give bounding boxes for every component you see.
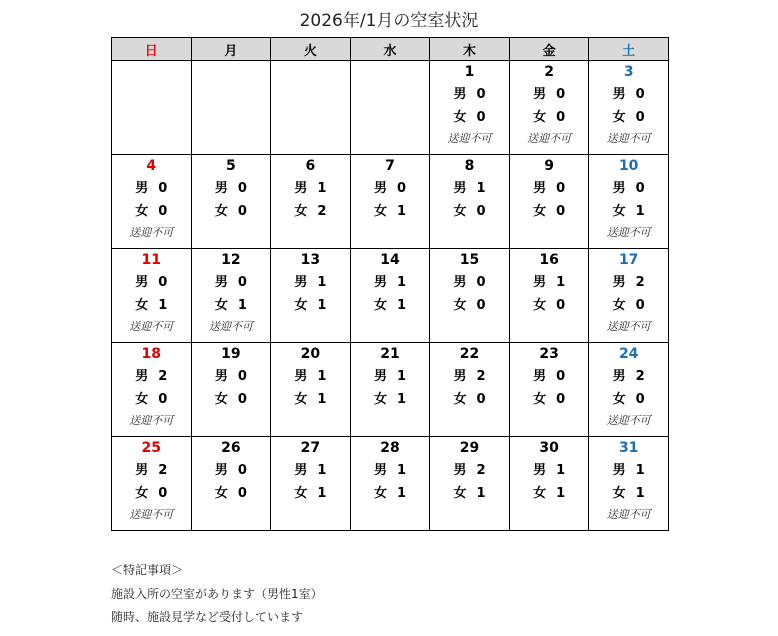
pickup-unavailable-note: 送迎不可 xyxy=(208,320,253,333)
pickup-unavailable-note: 送迎不可 xyxy=(606,226,651,239)
male-vacancy xyxy=(430,87,509,103)
female-count: 0 xyxy=(237,392,247,407)
female-vacancy xyxy=(271,204,350,220)
female-label: 女 xyxy=(373,392,387,407)
male-label: 男 xyxy=(612,275,626,290)
male-label: 男 xyxy=(373,369,387,384)
male-count: 0 xyxy=(635,181,645,196)
day-cell xyxy=(430,249,510,343)
female-count: 1 xyxy=(317,486,327,501)
female-label: 女 xyxy=(214,298,228,313)
day-cell xyxy=(350,343,430,437)
male-count: 1 xyxy=(396,369,406,384)
day-cell xyxy=(589,249,669,343)
female-label: 女 xyxy=(373,204,387,219)
female-vacancy xyxy=(351,298,430,314)
male-vacancy xyxy=(510,463,589,479)
day-number: 1 xyxy=(464,64,475,80)
day-cell xyxy=(112,249,192,343)
male-label: 男 xyxy=(453,87,467,102)
male-vacancy xyxy=(351,181,430,197)
female-vacancy xyxy=(510,392,589,408)
calendar-table xyxy=(111,37,669,531)
female-label: 女 xyxy=(214,486,228,501)
female-vacancy xyxy=(192,204,271,220)
weekday-header-thursday: 木 xyxy=(430,38,510,61)
day-number: 7 xyxy=(385,158,395,174)
female-vacancy xyxy=(271,392,350,408)
female-count: 0 xyxy=(158,204,168,219)
day-number: 31 xyxy=(618,440,639,456)
male-vacancy xyxy=(589,463,668,479)
female-count: 0 xyxy=(556,204,566,219)
male-label: 男 xyxy=(373,181,387,196)
day-number: 5 xyxy=(225,158,236,174)
female-label: 女 xyxy=(612,204,626,219)
male-label: 男 xyxy=(533,181,547,196)
male-label: 男 xyxy=(533,463,547,478)
day-number: 30 xyxy=(539,440,559,456)
male-vacancy xyxy=(430,463,509,479)
female-label: 女 xyxy=(135,392,149,407)
female-label: 女 xyxy=(294,204,308,219)
day-cell xyxy=(191,249,271,343)
day-cell xyxy=(509,155,589,249)
page-title: 2026年/1月の空室状況 xyxy=(299,11,479,31)
female-count: 0 xyxy=(556,110,566,125)
day-number: 15 xyxy=(459,252,480,268)
female-count: 1 xyxy=(396,392,406,407)
male-vacancy xyxy=(271,463,350,479)
day-cell xyxy=(430,437,510,531)
male-label: 男 xyxy=(214,275,228,290)
day-cell xyxy=(350,437,430,531)
day-number: 9 xyxy=(544,158,554,174)
female-count: 1 xyxy=(556,486,566,501)
male-label: 男 xyxy=(612,181,626,196)
day-cell xyxy=(271,155,351,249)
day-cell xyxy=(430,343,510,437)
male-vacancy xyxy=(112,369,191,385)
male-count: 2 xyxy=(635,275,645,290)
day-number: 25 xyxy=(141,440,162,456)
female-count: 0 xyxy=(237,204,247,219)
pickup-unavailable-note: 送迎不可 xyxy=(447,132,492,145)
day-cell xyxy=(350,249,430,343)
female-vacancy xyxy=(589,486,668,502)
male-label: 男 xyxy=(612,87,626,102)
female-label: 女 xyxy=(135,486,149,501)
male-label: 男 xyxy=(453,181,467,196)
day-number: 29 xyxy=(459,440,480,456)
female-label: 女 xyxy=(453,486,467,501)
male-label: 男 xyxy=(453,369,467,384)
female-vacancy xyxy=(510,110,589,126)
day-cell xyxy=(509,249,589,343)
male-vacancy xyxy=(192,463,271,479)
male-count: 1 xyxy=(317,275,327,290)
day-cell xyxy=(589,61,669,155)
male-vacancy xyxy=(589,275,668,291)
male-count: 2 xyxy=(635,369,645,384)
empty-day-cell xyxy=(271,61,351,155)
day-cell xyxy=(271,249,351,343)
day-number: 4 xyxy=(146,158,157,174)
day-number: 23 xyxy=(539,346,559,362)
day-cell xyxy=(112,343,192,437)
male-label: 男 xyxy=(135,369,149,384)
male-label: 男 xyxy=(214,369,228,384)
male-vacancy xyxy=(351,275,430,291)
day-number: 8 xyxy=(464,158,475,174)
female-count: 0 xyxy=(476,204,486,219)
pickup-unavailable-note: 送迎不可 xyxy=(606,132,651,145)
male-vacancy xyxy=(351,369,430,385)
day-cell xyxy=(112,155,192,249)
female-vacancy xyxy=(510,204,589,220)
female-count: 1 xyxy=(635,486,645,501)
female-count: 0 xyxy=(556,298,566,313)
male-count: 0 xyxy=(396,181,406,196)
male-vacancy xyxy=(430,181,509,197)
male-label: 男 xyxy=(214,181,228,196)
day-number: 22 xyxy=(459,346,480,362)
female-vacancy xyxy=(589,298,668,314)
male-count: 2 xyxy=(158,369,168,384)
female-count: 0 xyxy=(635,298,645,313)
day-number: 3 xyxy=(623,64,634,80)
calendar-week-row xyxy=(112,61,669,155)
male-count: 2 xyxy=(158,463,168,478)
day-number: 2 xyxy=(544,64,554,80)
day-cell xyxy=(191,155,271,249)
male-count: 2 xyxy=(476,369,486,384)
calendar-week-row xyxy=(112,343,669,437)
male-count: 0 xyxy=(158,275,168,290)
female-label: 女 xyxy=(373,486,387,501)
female-label: 女 xyxy=(294,298,308,313)
day-cell xyxy=(589,343,669,437)
female-vacancy xyxy=(271,298,350,314)
day-number: 21 xyxy=(380,346,400,362)
male-count: 0 xyxy=(556,181,566,196)
day-number: 6 xyxy=(305,158,316,174)
calendar-week-row xyxy=(112,249,669,343)
calendar-body xyxy=(112,61,669,531)
female-label: 女 xyxy=(453,204,467,219)
male-vacancy xyxy=(589,181,668,197)
female-vacancy xyxy=(192,486,271,502)
day-number: 17 xyxy=(618,252,639,268)
female-count: 1 xyxy=(237,298,247,313)
male-label: 男 xyxy=(135,463,149,478)
weekday-header-monday: 月 xyxy=(191,38,271,61)
female-label: 女 xyxy=(373,298,387,313)
male-vacancy xyxy=(589,369,668,385)
female-vacancy xyxy=(271,486,350,502)
female-vacancy xyxy=(112,486,191,502)
female-label: 女 xyxy=(294,486,308,501)
female-vacancy xyxy=(589,204,668,220)
female-label: 女 xyxy=(453,298,467,313)
day-number: 26 xyxy=(221,440,241,456)
female-vacancy xyxy=(510,298,589,314)
male-label: 男 xyxy=(294,275,308,290)
day-cell xyxy=(191,343,271,437)
female-label: 女 xyxy=(135,298,149,313)
male-label: 男 xyxy=(373,463,387,478)
male-count: 0 xyxy=(476,87,486,102)
pickup-unavailable-note: 送迎不可 xyxy=(129,508,174,521)
female-vacancy xyxy=(430,486,509,502)
female-label: 女 xyxy=(612,298,626,313)
calendar-week-row xyxy=(112,437,669,531)
female-label: 女 xyxy=(214,392,228,407)
female-vacancy xyxy=(112,204,191,220)
female-label: 女 xyxy=(214,204,228,219)
calendar-week-row xyxy=(112,155,669,249)
notes-heading: ＜特記事項＞ xyxy=(111,563,184,577)
male-label: 男 xyxy=(612,369,626,384)
male-label: 男 xyxy=(533,369,547,384)
male-vacancy xyxy=(510,275,589,291)
weekday-header-sunday: 日 xyxy=(112,38,192,61)
female-label: 女 xyxy=(533,486,547,501)
female-count: 0 xyxy=(635,392,645,407)
female-vacancy xyxy=(430,392,509,408)
female-count: 1 xyxy=(317,392,327,407)
female-count: 0 xyxy=(635,110,645,125)
male-label: 男 xyxy=(294,463,308,478)
male-vacancy xyxy=(112,181,191,197)
day-cell xyxy=(509,437,589,531)
pickup-unavailable-note: 送迎不可 xyxy=(606,508,651,521)
female-vacancy xyxy=(351,392,430,408)
male-count: 1 xyxy=(635,463,645,478)
male-count: 1 xyxy=(317,463,327,478)
male-count: 0 xyxy=(237,369,247,384)
empty-day-cell xyxy=(191,61,271,155)
female-count: 1 xyxy=(635,204,645,219)
male-count: 2 xyxy=(476,463,486,478)
female-label: 女 xyxy=(135,204,149,219)
female-count: 1 xyxy=(396,486,406,501)
male-label: 男 xyxy=(294,369,308,384)
day-number: 24 xyxy=(618,346,639,362)
notes-line-1: 施設入所の空室があります（男性1室） xyxy=(111,587,323,601)
female-count: 1 xyxy=(396,298,406,313)
day-number: 27 xyxy=(300,440,321,456)
day-cell xyxy=(509,343,589,437)
male-count: 1 xyxy=(317,369,327,384)
female-vacancy xyxy=(112,392,191,408)
male-vacancy xyxy=(192,275,271,291)
weekday-header-row xyxy=(112,38,669,61)
day-cell xyxy=(589,437,669,531)
day-cell xyxy=(430,155,510,249)
male-label: 男 xyxy=(294,181,308,196)
male-count: 0 xyxy=(158,181,168,196)
male-vacancy xyxy=(351,463,430,479)
day-number: 14 xyxy=(380,252,400,268)
male-label: 男 xyxy=(135,181,149,196)
male-vacancy xyxy=(271,181,350,197)
day-number: 18 xyxy=(141,346,162,362)
female-label: 女 xyxy=(533,204,547,219)
day-number: 10 xyxy=(618,158,639,174)
female-label: 女 xyxy=(533,392,547,407)
male-count: 0 xyxy=(237,181,247,196)
male-vacancy xyxy=(510,181,589,197)
male-vacancy xyxy=(589,87,668,103)
empty-day-cell xyxy=(112,61,192,155)
female-count: 0 xyxy=(476,392,486,407)
male-count: 1 xyxy=(396,463,406,478)
pickup-unavailable-note: 送迎不可 xyxy=(129,414,174,427)
female-label: 女 xyxy=(612,392,626,407)
female-vacancy xyxy=(430,298,509,314)
female-vacancy xyxy=(589,110,668,126)
day-cell xyxy=(112,437,192,531)
female-count: 0 xyxy=(556,392,566,407)
pickup-unavailable-note: 送迎不可 xyxy=(606,414,651,427)
weekday-header-wednesday: 水 xyxy=(350,38,430,61)
female-vacancy xyxy=(430,204,509,220)
male-vacancy xyxy=(271,275,350,291)
day-cell xyxy=(271,343,351,437)
day-number: 20 xyxy=(300,346,321,362)
male-count: 1 xyxy=(476,181,486,196)
female-vacancy xyxy=(430,110,509,126)
day-number: 13 xyxy=(300,252,321,268)
female-count: 0 xyxy=(158,392,168,407)
female-count: 2 xyxy=(317,204,327,219)
male-vacancy xyxy=(510,369,589,385)
female-count: 1 xyxy=(158,298,168,313)
male-label: 男 xyxy=(214,463,228,478)
pickup-unavailable-note: 送迎不可 xyxy=(129,226,174,239)
male-count: 0 xyxy=(237,463,247,478)
male-vacancy xyxy=(271,369,350,385)
male-count: 0 xyxy=(635,87,645,102)
empty-day-cell xyxy=(350,61,430,155)
male-count: 0 xyxy=(237,275,247,290)
male-count: 0 xyxy=(556,369,566,384)
female-label: 女 xyxy=(533,110,547,125)
female-vacancy xyxy=(589,392,668,408)
female-label: 女 xyxy=(453,392,467,407)
day-number: 12 xyxy=(221,252,241,268)
female-count: 1 xyxy=(476,486,486,501)
day-cell xyxy=(271,437,351,531)
male-vacancy xyxy=(112,275,191,291)
male-label: 男 xyxy=(135,275,149,290)
male-vacancy xyxy=(510,87,589,103)
female-label: 女 xyxy=(612,486,626,501)
female-vacancy xyxy=(351,204,430,220)
female-count: 0 xyxy=(476,110,486,125)
day-number: 11 xyxy=(141,252,162,268)
male-vacancy xyxy=(192,369,271,385)
pickup-unavailable-note: 送迎不可 xyxy=(129,320,174,333)
male-count: 1 xyxy=(556,463,566,478)
female-label: 女 xyxy=(533,298,547,313)
female-vacancy xyxy=(351,486,430,502)
day-cell xyxy=(191,437,271,531)
male-label: 男 xyxy=(533,275,547,290)
male-count: 1 xyxy=(556,275,566,290)
male-count: 0 xyxy=(556,87,566,102)
day-cell xyxy=(430,61,510,155)
female-label: 女 xyxy=(453,110,467,125)
male-vacancy xyxy=(430,275,509,291)
female-vacancy xyxy=(192,298,271,314)
female-count: 1 xyxy=(396,204,406,219)
male-label: 男 xyxy=(453,275,467,290)
male-label: 男 xyxy=(373,275,387,290)
male-count: 1 xyxy=(317,181,327,196)
male-label: 男 xyxy=(453,463,467,478)
day-number: 19 xyxy=(221,346,241,362)
day-number: 28 xyxy=(380,440,400,456)
female-label: 女 xyxy=(612,110,626,125)
female-vacancy xyxy=(112,298,191,314)
weekday-header-friday: 金 xyxy=(509,38,589,61)
male-vacancy xyxy=(430,369,509,385)
female-vacancy xyxy=(510,486,589,502)
female-count: 0 xyxy=(237,486,247,501)
male-label: 男 xyxy=(612,463,626,478)
male-label: 男 xyxy=(533,87,547,102)
notes-line-2: 随時、施設見学など受付しています xyxy=(111,610,304,624)
female-count: 1 xyxy=(317,298,327,313)
female-vacancy xyxy=(192,392,271,408)
day-cell xyxy=(589,155,669,249)
male-vacancy xyxy=(112,463,191,479)
pickup-unavailable-note: 送迎不可 xyxy=(606,320,651,333)
female-count: 0 xyxy=(158,486,168,501)
weekday-header-tuesday: 火 xyxy=(271,38,351,61)
male-count: 0 xyxy=(476,275,486,290)
day-number: 16 xyxy=(539,252,559,268)
pickup-unavailable-note: 送迎不可 xyxy=(527,132,572,145)
day-cell xyxy=(350,155,430,249)
male-count: 1 xyxy=(396,275,406,290)
day-cell xyxy=(509,61,589,155)
female-label: 女 xyxy=(294,392,308,407)
male-vacancy xyxy=(192,181,271,197)
weekday-header-saturday: 土 xyxy=(589,38,669,61)
female-count: 0 xyxy=(476,298,486,313)
